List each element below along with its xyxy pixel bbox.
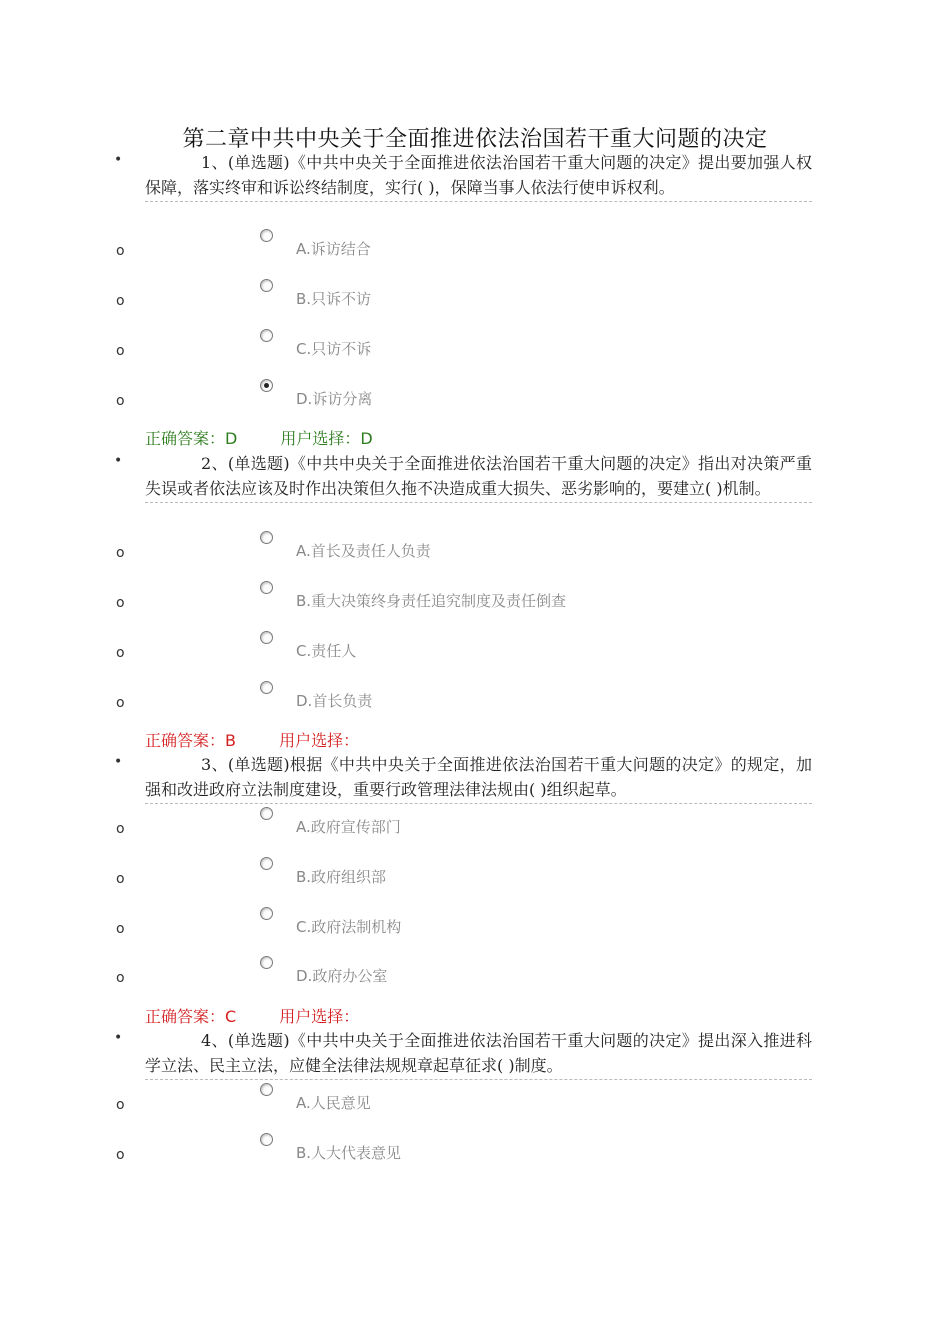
question-stem: 2、(单选题)《中共中央关于全面推进依法治国若干重大问题的决定》指出对决策严重失误或者依法应该及时作出决策但久拖不决造成重大损失、恶劣影响的，要建立( )机制。 [145, 454, 812, 498]
option-marker: o [116, 695, 125, 711]
correct-answer: 正确答案：D [145, 429, 238, 448]
option-marker: o [116, 1097, 125, 1113]
option-1d[interactable] [112, 385, 812, 415]
option-marker: o [116, 970, 125, 986]
question-stem: 1、(单选题)《中共中央关于全面推进依法治国若干重大问题的决定》提出要加强人权保障，落实终审和诉讼终结制度，实行( )，保障当事人依法行使申诉权利。 [145, 153, 812, 197]
option-label: A.诉访结合 [296, 240, 371, 258]
option-2d[interactable] [112, 687, 812, 717]
option-2c[interactable] [112, 637, 812, 667]
option-1c[interactable] [112, 335, 812, 365]
user-choice: 用户选择： [279, 1007, 360, 1026]
radio-button[interactable] [260, 279, 273, 292]
radio-button[interactable] [260, 631, 273, 644]
radio-button[interactable] [260, 531, 273, 544]
option-3b[interactable] [112, 863, 812, 893]
divider [145, 1079, 812, 1080]
question-stem: 4、(单选题)《中共中央关于全面推进依法治国若干重大问题的决定》提出深入推进科学立法、民主立法，应健全法律法规规章起草征求( )制度。 [145, 1031, 812, 1075]
radio-button-checked[interactable] [260, 379, 273, 392]
option-marker: o [116, 343, 125, 359]
option-label: B.人大代表意见 [296, 1144, 402, 1162]
option-label: B.只诉不访 [296, 290, 372, 308]
option-label: D.诉访分离 [296, 390, 373, 408]
user-choice: 用户选择： [279, 731, 360, 750]
option-label: C.只访不诉 [296, 340, 372, 358]
option-3a[interactable] [112, 813, 812, 843]
divider [145, 502, 812, 503]
option-label: C.政府法制机构 [296, 918, 402, 936]
radio-button[interactable] [260, 956, 273, 969]
option-marker: o [116, 921, 125, 937]
radio-button[interactable] [260, 857, 273, 870]
option-label: D.政府办公室 [296, 967, 388, 985]
correct-answer: 正确答案：C [145, 1007, 237, 1026]
option-2b[interactable] [112, 587, 812, 617]
question-4 [112, 1028, 812, 1080]
option-4b[interactable] [112, 1139, 812, 1169]
question-1 [112, 150, 812, 202]
option-1a[interactable] [112, 235, 812, 265]
option-label: A.政府宣传部门 [296, 818, 401, 836]
radio-button[interactable] [260, 1133, 273, 1146]
question-2 [112, 451, 812, 503]
radio-button[interactable] [260, 329, 273, 342]
option-label: A.首长及责任人负责 [296, 542, 431, 560]
answer-row-3 [145, 1004, 359, 1027]
divider [145, 201, 812, 202]
bullet: • [114, 1030, 123, 1046]
option-label: D.首长负责 [296, 692, 373, 710]
option-marker: o [116, 1147, 125, 1163]
option-marker: o [116, 595, 125, 611]
radio-button[interactable] [260, 681, 273, 694]
correct-answer: 正确答案：B [145, 731, 236, 750]
answer-row-1 [145, 426, 373, 449]
option-marker: o [116, 393, 125, 409]
radio-button[interactable] [260, 581, 273, 594]
option-label: C.责任人 [296, 642, 357, 660]
option-label: B.政府组织部 [296, 868, 387, 886]
option-label: B.重大决策终身责任追究制度及责任倒查 [296, 592, 567, 610]
option-marker: o [116, 645, 125, 661]
radio-button[interactable] [260, 229, 273, 242]
radio-button[interactable] [260, 907, 273, 920]
option-1b[interactable] [112, 285, 812, 315]
user-choice: 用户选择：D [280, 429, 373, 448]
option-marker: o [116, 871, 125, 887]
bullet: • [114, 152, 123, 168]
option-marker: o [116, 545, 125, 561]
radio-button[interactable] [260, 807, 273, 820]
answer-row-2 [145, 728, 359, 751]
option-3c[interactable] [112, 913, 812, 943]
divider [145, 803, 812, 804]
option-marker: o [116, 821, 125, 837]
option-3d[interactable] [112, 962, 812, 992]
option-2a[interactable] [112, 537, 812, 567]
option-marker: o [116, 243, 125, 259]
option-marker: o [116, 293, 125, 309]
option-label: A.人民意见 [296, 1094, 371, 1112]
bullet: • [114, 453, 123, 469]
bullet: • [114, 754, 123, 770]
radio-button[interactable] [260, 1083, 273, 1096]
option-4a[interactable] [112, 1089, 812, 1119]
document-title: 第二章中共中央关于全面推进依法治国若干重大问题的决定 [182, 127, 768, 152]
question-stem: 3、(单选题)根据《中共中央关于全面推进依法治国若干重大问题的决定》的规定，加强和改进政府立法制度建设，重要行政管理法律法规由( )组织起草。 [145, 755, 812, 799]
question-3 [112, 752, 812, 804]
